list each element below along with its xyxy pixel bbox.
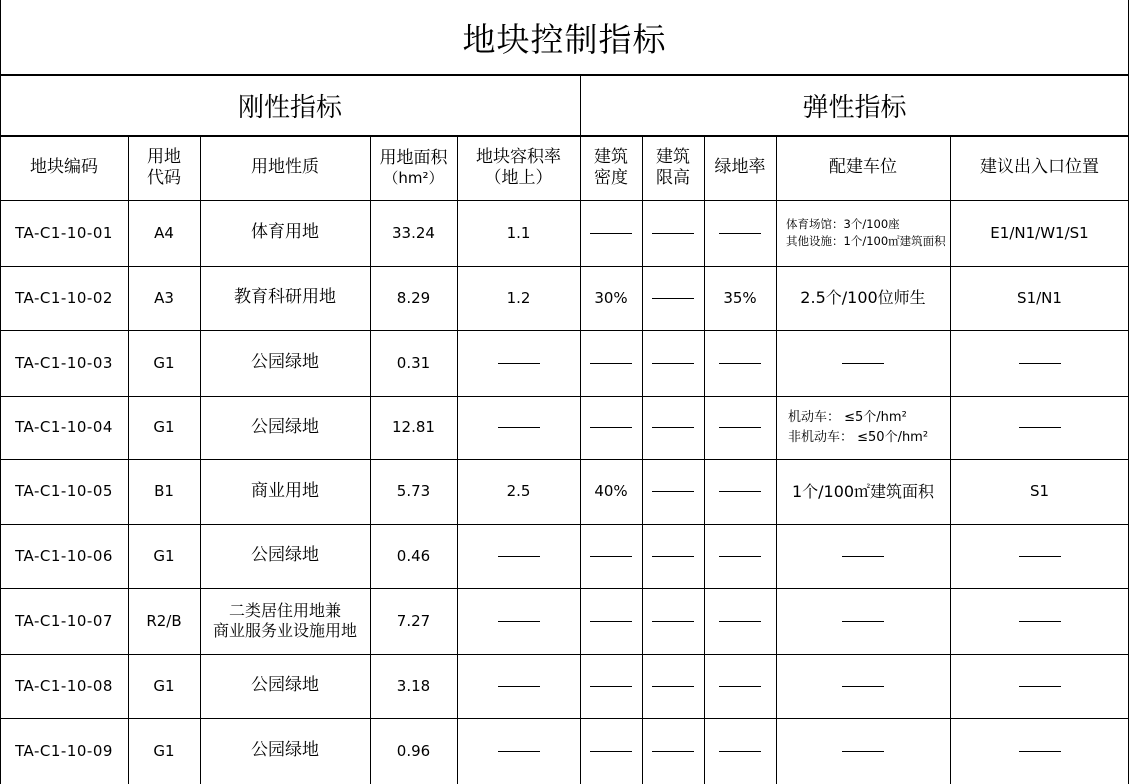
dash-mark <box>719 363 761 364</box>
cell-area <box>370 459 457 524</box>
far-value: 1.2 <box>506 288 531 307</box>
cell-code <box>0 718 128 784</box>
cell-area <box>370 718 457 784</box>
column-divider <box>580 76 581 784</box>
dash-mark <box>652 751 694 752</box>
area-value: 33.24 <box>392 223 435 242</box>
row-divider <box>0 266 1129 267</box>
cell-nature <box>200 459 370 524</box>
dash-mark <box>652 556 694 557</box>
parking-line: 1个/100㎡建筑面积 <box>791 481 935 501</box>
cell-far <box>457 588 580 654</box>
cell-entrance <box>950 588 1129 654</box>
code-value: TA-C1-10-04 <box>15 418 113 437</box>
cell-nature <box>200 654 370 718</box>
cell-entrance <box>950 330 1129 396</box>
dash-mark <box>590 621 632 622</box>
dash-mark <box>590 751 632 752</box>
cell-entrance <box>950 524 1129 588</box>
column-divider <box>642 136 643 784</box>
cell-area <box>370 200 457 266</box>
dash-mark <box>719 621 761 622</box>
cell-nature <box>200 266 370 330</box>
nature-line: 二类居住用地兼 <box>228 601 341 620</box>
header-height <box>642 136 704 200</box>
dash-mark <box>652 233 694 234</box>
header-entrance <box>950 136 1129 200</box>
header-height-line2: 限高 <box>656 168 690 188</box>
cell-far <box>457 330 580 396</box>
header-green-label: 绿地率 <box>714 157 766 178</box>
cell-area <box>370 330 457 396</box>
header-parking <box>776 136 950 200</box>
header-density <box>580 136 642 200</box>
far-value: 2.5 <box>506 482 531 501</box>
land-code-value: B1 <box>154 482 174 501</box>
dash-mark <box>590 686 632 687</box>
dash-mark <box>590 363 632 364</box>
header-area <box>370 136 457 200</box>
header-far-line1: 地块容积率 <box>476 146 561 167</box>
nature-value: 商业用地 <box>251 480 319 501</box>
dash-mark <box>1019 363 1061 364</box>
cell-area <box>370 396 457 459</box>
cell-code <box>0 396 128 459</box>
dash-mark <box>719 427 761 428</box>
land-code-value: R2/B <box>146 611 182 630</box>
nature-value: 教育科研用地 <box>234 287 336 308</box>
parking-line: 非机动车： ≤50个/hm² <box>788 429 929 445</box>
cell-area <box>370 266 457 330</box>
parking-line: 2.5个/100位师生 <box>800 288 926 307</box>
cell-entrance <box>950 459 1129 524</box>
cell-code <box>0 266 128 330</box>
dash-mark <box>652 686 694 687</box>
row-divider <box>0 200 1129 201</box>
cell-height <box>642 266 704 330</box>
cell-land-code <box>128 396 200 459</box>
code-value: TA-C1-10-06 <box>15 546 113 565</box>
dash-mark <box>590 556 632 557</box>
cell-nature <box>200 330 370 396</box>
table-title: 地块控制指标 <box>0 0 1129 76</box>
cell-green <box>704 524 776 588</box>
nature-value: 体育用地 <box>251 222 319 243</box>
cell-parking <box>776 459 950 524</box>
row-divider <box>0 136 1129 137</box>
cell-height <box>642 524 704 588</box>
dash-mark <box>719 686 761 687</box>
code-value: TA-C1-10-09 <box>15 741 113 760</box>
column-divider <box>950 136 951 784</box>
dash-mark <box>1019 686 1061 687</box>
cell-height <box>642 330 704 396</box>
header-green <box>704 136 776 200</box>
header-land-code-line2: 代码 <box>147 168 181 188</box>
cell-green <box>704 330 776 396</box>
cell-density <box>580 200 642 266</box>
entrance-value: S1 <box>1029 482 1050 501</box>
area-value: 7.27 <box>396 611 431 630</box>
code-value: TA-C1-10-03 <box>15 353 113 372</box>
cell-far <box>457 459 580 524</box>
cell-code <box>0 654 128 718</box>
cell-height <box>642 200 704 266</box>
land-code-value: A3 <box>154 288 174 307</box>
cell-entrance <box>950 266 1129 330</box>
area-value: 12.81 <box>392 418 435 437</box>
cell-green <box>704 588 776 654</box>
dash-mark <box>719 233 761 234</box>
column-divider <box>370 136 371 784</box>
cell-land-code <box>128 654 200 718</box>
dash-mark <box>652 491 694 492</box>
section-elastic-header: 弹性指标 <box>580 76 1129 136</box>
dash-mark <box>498 751 540 752</box>
dash-mark <box>590 427 632 428</box>
dash-mark <box>498 686 540 687</box>
land-code-value: G1 <box>153 418 175 437</box>
cell-green <box>704 718 776 784</box>
cell-area <box>370 588 457 654</box>
code-value: TA-C1-10-08 <box>15 676 113 695</box>
dash-mark <box>498 427 540 428</box>
cell-area <box>370 524 457 588</box>
dash-mark <box>842 621 884 622</box>
cell-density <box>580 266 642 330</box>
cell-parking <box>776 654 950 718</box>
cell-entrance <box>950 200 1129 266</box>
cell-density <box>580 396 642 459</box>
cell-land-code <box>128 718 200 784</box>
header-entrance-label: 建议出入口位置 <box>980 157 1099 178</box>
nature-value: 公园绿地 <box>251 675 319 696</box>
row-divider <box>0 459 1129 460</box>
row-divider <box>0 654 1129 655</box>
cell-green <box>704 459 776 524</box>
cell-far <box>457 396 580 459</box>
cell-land-code <box>128 200 200 266</box>
nature-value: 公园绿地 <box>251 416 319 437</box>
header-land-code-line1: 用地 <box>147 146 181 167</box>
nature-value: 公园绿地 <box>251 545 319 566</box>
area-value: 5.73 <box>396 482 431 501</box>
dash-mark <box>1019 556 1061 557</box>
density-value: 30% <box>594 288 628 307</box>
header-far-line2: （地上） <box>484 168 553 188</box>
cell-green <box>704 654 776 718</box>
cell-code <box>0 200 128 266</box>
code-value: TA-C1-10-01 <box>15 223 113 242</box>
row-divider <box>0 330 1129 331</box>
cell-height <box>642 718 704 784</box>
dash-mark <box>842 751 884 752</box>
dash-mark <box>498 363 540 364</box>
dash-mark <box>719 556 761 557</box>
header-parking-label: 配建车位 <box>829 157 897 178</box>
nature-value: 公园绿地 <box>251 740 319 761</box>
column-divider <box>704 136 705 784</box>
cell-density <box>580 588 642 654</box>
far-value: 1.1 <box>506 223 531 242</box>
cell-entrance <box>950 718 1129 784</box>
cell-density <box>580 718 642 784</box>
header-density-line2: 密度 <box>594 168 628 188</box>
cell-nature <box>200 588 370 654</box>
cell-nature <box>200 200 370 266</box>
cell-height <box>642 588 704 654</box>
cell-density <box>580 459 642 524</box>
cell-green <box>704 200 776 266</box>
cell-entrance <box>950 654 1129 718</box>
green-value: 35% <box>723 288 757 307</box>
cell-far <box>457 718 580 784</box>
cell-parking <box>776 718 950 784</box>
dash-mark <box>652 621 694 622</box>
header-parcel-code-label: 地块编码 <box>30 157 98 178</box>
row-divider <box>0 524 1129 525</box>
row-divider <box>0 588 1129 589</box>
header-parcel-code <box>0 136 128 200</box>
cell-entrance <box>950 396 1129 459</box>
dash-mark <box>652 427 694 428</box>
cell-land-code <box>128 266 200 330</box>
entrance-value: S1/N1 <box>1017 288 1062 307</box>
cell-parking <box>776 588 950 654</box>
header-far <box>457 136 580 200</box>
land-code-value: G1 <box>153 546 175 565</box>
cell-far <box>457 524 580 588</box>
cell-density <box>580 524 642 588</box>
parking-line: 机动车： ≤5个/hm² <box>788 410 907 425</box>
cell-green <box>704 396 776 459</box>
cell-green <box>704 266 776 330</box>
cell-nature <box>200 718 370 784</box>
row-divider <box>0 718 1129 719</box>
dash-mark <box>652 298 694 299</box>
dash-mark <box>498 621 540 622</box>
cell-height <box>642 459 704 524</box>
parking-line: 其他设施：1个/100㎡建筑面积 <box>786 234 946 248</box>
area-value: 0.46 <box>396 546 431 565</box>
cell-code <box>0 459 128 524</box>
parking-line: 体育场馆：3个/100座 <box>786 217 900 232</box>
density-value: 40% <box>594 482 628 501</box>
cell-code <box>0 588 128 654</box>
dash-mark <box>1019 427 1061 428</box>
header-land-nature-label: 用地性质 <box>251 157 319 178</box>
cell-parking <box>776 396 950 459</box>
cell-land-code <box>128 330 200 396</box>
cell-land-code <box>128 524 200 588</box>
dash-mark <box>719 751 761 752</box>
dash-mark <box>842 363 884 364</box>
cell-parking <box>776 330 950 396</box>
cell-parking <box>776 524 950 588</box>
cell-area <box>370 654 457 718</box>
header-area-unit: （hm²） <box>383 169 444 188</box>
code-value: TA-C1-10-07 <box>15 611 113 630</box>
entrance-value: E1/N1/W1/S1 <box>990 223 1089 242</box>
dash-mark <box>1019 751 1061 752</box>
cell-land-code <box>128 459 200 524</box>
code-value: TA-C1-10-02 <box>15 288 113 307</box>
section-rigid-header: 刚性指标 <box>0 76 580 136</box>
cell-parking <box>776 266 950 330</box>
dash-mark <box>590 233 632 234</box>
cell-nature <box>200 396 370 459</box>
header-density-line1: 建筑 <box>594 146 628 167</box>
cell-density <box>580 654 642 718</box>
nature-line: 商业服务业设施用地 <box>212 621 357 640</box>
column-divider <box>776 136 777 784</box>
land-code-value: G1 <box>153 676 175 695</box>
area-value: 0.96 <box>396 741 431 760</box>
area-value: 8.29 <box>396 288 431 307</box>
land-code-value: A4 <box>154 223 174 242</box>
header-land-code <box>128 136 200 200</box>
row-divider <box>0 396 1129 397</box>
dash-mark <box>842 556 884 557</box>
cell-height <box>642 396 704 459</box>
cell-height <box>642 654 704 718</box>
header-land-nature <box>200 136 370 200</box>
land-code-value: G1 <box>153 353 175 372</box>
dash-mark <box>719 491 761 492</box>
dash-mark <box>652 363 694 364</box>
cell-density <box>580 330 642 396</box>
nature-value: 公园绿地 <box>251 352 319 373</box>
cell-land-code <box>128 588 200 654</box>
column-divider <box>457 136 458 784</box>
cell-nature <box>200 524 370 588</box>
dash-mark <box>842 686 884 687</box>
cell-code <box>0 524 128 588</box>
dash-mark <box>498 556 540 557</box>
cell-far <box>457 200 580 266</box>
cell-far <box>457 266 580 330</box>
cell-code <box>0 330 128 396</box>
dash-mark <box>1019 621 1061 622</box>
area-value: 0.31 <box>396 353 431 372</box>
column-divider <box>200 136 201 784</box>
column-divider <box>128 136 129 784</box>
area-value: 3.18 <box>396 676 431 695</box>
cell-parking <box>776 200 950 266</box>
code-value: TA-C1-10-05 <box>15 482 113 501</box>
header-height-line1: 建筑 <box>656 146 690 167</box>
header-area-line1: 用地面积 <box>379 148 448 168</box>
cell-far <box>457 654 580 718</box>
land-code-value: G1 <box>153 741 175 760</box>
